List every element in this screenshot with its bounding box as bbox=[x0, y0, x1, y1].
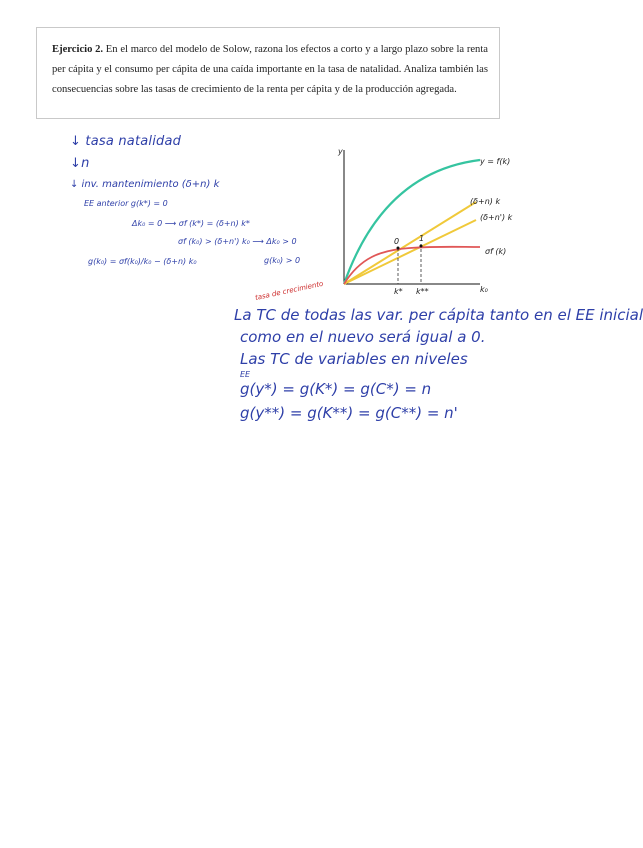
note-n-drop: ↓n bbox=[70, 156, 90, 171]
solow-graph-svg bbox=[330, 140, 545, 300]
exercise-statement bbox=[52, 40, 488, 100]
tick-k-star: k* bbox=[394, 287, 403, 296]
production-curve bbox=[344, 160, 480, 284]
growth-rate-annotation: tasa de crecimiento bbox=[254, 279, 325, 302]
note-positive-growth: g(k₀) > 0 bbox=[264, 256, 301, 265]
note-growth-formula: g(k₀) = σf(k₀)/k₀ − (δ+n) k₀ bbox=[88, 257, 197, 266]
steady-state-point-0 bbox=[397, 247, 400, 250]
label-savings: σf (k) bbox=[485, 247, 507, 256]
solow-graph bbox=[330, 140, 545, 300]
note-per-capita-growth: La TC de todas las var. per cápita tanto en el EE inicial bbox=[234, 306, 643, 324]
tick-k-star-star: k** bbox=[416, 287, 429, 296]
point-label-0: 0 bbox=[394, 237, 400, 246]
graph-axes bbox=[344, 150, 480, 284]
steady-state-point-1 bbox=[420, 245, 423, 248]
label-invest-n-prime: (δ+n') k bbox=[480, 213, 513, 222]
label-production: y = f(k) bbox=[480, 157, 511, 166]
savings-curve bbox=[344, 247, 480, 284]
note-maintenance-investment: ↓ inv. mantenimiento (δ+n) k bbox=[70, 179, 220, 190]
note-growth-zero: como en el nuevo será igual a 0. bbox=[240, 328, 486, 346]
equation-initial-ss: g(y*) = g(K*) = g(C*) = n bbox=[240, 380, 432, 398]
exercise-body: En el marco del modelo de Solow, razona los efectos a corto y a largo plazo sobre la renta per cápita y el consumo per cápita de una caída importante en la tasa de natalidad. Analiza también las consecuencias sobre las tasas de crecimiento de la renta per cápita y de la producción agregada. bbox=[52, 44, 488, 95]
label-invest-n: (δ+n) k bbox=[470, 197, 501, 206]
y-axis-label: y bbox=[338, 147, 343, 156]
x-axis-label: k₀ bbox=[480, 285, 488, 294]
equation-new-ss: g(y**) = g(K**) = g(C**) = n' bbox=[240, 404, 458, 422]
note-birthrate-drop: ↓ tasa natalidad bbox=[70, 134, 182, 149]
note-capital-increase: σf (k₀) > (δ+n') k₀ ⟶ Δk₀ > 0 bbox=[178, 237, 297, 246]
note-ee-label: EE bbox=[240, 370, 251, 379]
point-label-1: 1 bbox=[419, 234, 425, 243]
note-previous-steady-state: EE anterior g(k*) = 0 bbox=[84, 199, 168, 208]
investment-line-n bbox=[344, 202, 476, 284]
note-levels-growth: Las TC de variables en niveles bbox=[240, 350, 468, 368]
investment-line-n-prime bbox=[344, 220, 476, 284]
exercise-title: Ejercicio 2. bbox=[52, 44, 104, 55]
note-steady-state-condition: Δk₀ = 0 ⟶ σf (k*) = (δ+n) k* bbox=[132, 219, 250, 228]
